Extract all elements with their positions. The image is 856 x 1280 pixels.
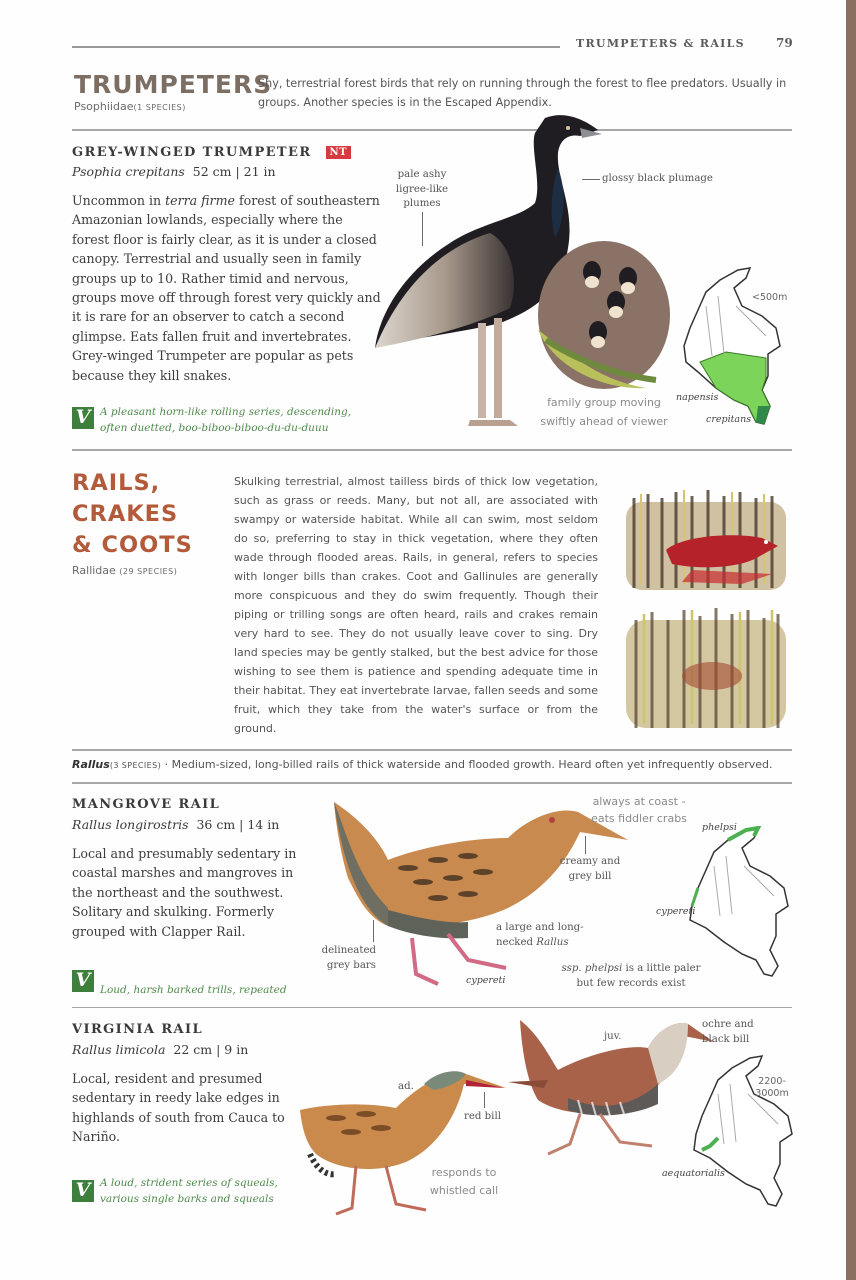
subspecies-label: napensis: [676, 392, 719, 403]
header-rule: [72, 46, 560, 48]
label-leader: [585, 836, 586, 854]
range-map-mangrove: [684, 826, 794, 978]
label-juvenile: juv.: [604, 1031, 622, 1042]
family-group-illustration: [536, 240, 672, 390]
label-call: responds to whistled call: [429, 1166, 499, 1197]
species-description: Local and presumably sedentary in coastal marshes and mangroves in the northeast and the southwest. Solitary and skulking. Formerly grouped with Clapper Rail.: [72, 846, 297, 939]
title-line: CRAKES: [72, 501, 179, 527]
species-count: (29 SPECIES): [119, 567, 178, 576]
species-scientific-line: [72, 817, 279, 832]
label-text: a large and long-necked: [496, 922, 584, 948]
voice-description: Loud, harsh barked trills, repeated: [100, 984, 287, 996]
section-rule: [72, 449, 792, 451]
species-size: 22 cm | 9 in: [173, 1042, 249, 1057]
voice-description: A pleasant horn-like rolling series, descending, often duetted, boo-biboo-biboo-du-du-duuu: [100, 406, 352, 434]
scientific-name: Psophia crepitans: [72, 164, 185, 179]
label-juv-bill: ochre and black bill: [702, 1019, 754, 1045]
genus-name: Rallus: [72, 758, 110, 771]
label-bill: creamy and grey bill: [559, 856, 621, 882]
label-neck: [496, 921, 596, 950]
section-rule: [72, 749, 792, 751]
voice-icon: V: [72, 970, 94, 992]
species-scientific-line: [72, 164, 276, 179]
label-adult: ad.: [398, 1081, 414, 1092]
label-text: is a little paler but few records exist: [576, 963, 701, 989]
elevation-label: 2200-3000m: [755, 1076, 789, 1099]
running-title: TRUMPETERS & RAILS: [576, 37, 745, 50]
separator: ·: [161, 758, 172, 771]
section-rule: [72, 782, 792, 784]
voice-description: A loud, strident series of squeals, various single barks and squeals: [100, 1177, 278, 1205]
species-size: 52 cm | 21 in: [192, 164, 276, 179]
title-line: RAILS,: [72, 470, 161, 496]
label-leader: [373, 920, 374, 942]
label-family-group: family group moving swiftly ahead of viewer: [540, 396, 668, 428]
label-plumage: glossy black plumage: [602, 173, 713, 184]
crake-in-reeds-illustration: [622, 484, 790, 594]
subspecies-label: cypereti: [466, 975, 506, 986]
page-edge-strip: [846, 0, 856, 1280]
family-name-trumpeters: [74, 100, 186, 113]
label-italic: ssp. phelpsi: [561, 963, 623, 974]
family-name-rails: [72, 564, 177, 577]
label-leader: [422, 212, 423, 246]
voice-icon: V: [72, 407, 94, 429]
species-heading: [72, 145, 351, 160]
title-line: & COOTS: [72, 532, 193, 558]
species-name: GREY-WINGED TRUMPETER: [72, 145, 312, 160]
label-italic: Rallus: [536, 936, 569, 948]
voice-icon: V: [72, 1180, 94, 1202]
species-name: MANGROVE RAIL: [72, 797, 221, 812]
genus-count: (3 SPECIES): [109, 761, 162, 770]
species-description: Local, resident and presumed sedentary in reedy lake edges in highlands of south from Cauca to Nariño.: [72, 1071, 285, 1145]
label-red-bill: red bill: [464, 1111, 501, 1122]
subspecies-label: cypereti: [656, 906, 696, 917]
page-number: 79: [776, 36, 793, 50]
family-title-trumpeters: TRUMPETERS: [74, 70, 273, 99]
desc-text: forest of southeastern Amazonian lowlands, especially where the forest floor is fairly clear, as it is under a closed canopy. Terrestrial and usually seen in family groups up to 10. Rather timid and nervous, groups move off through forest very quickly and it is rare for an observer to catch a second glimpse. Eats fallen fruit and invertebrates. Grey-winged Trumpeter are popular as pets because they kill snakes.: [72, 193, 381, 383]
species-count: (1 SPECIES): [133, 103, 186, 112]
genus-line: [72, 758, 773, 771]
family-latin: Rallidae: [72, 564, 116, 577]
family-title-rails: [72, 468, 193, 561]
label-bars: delineated grey bars: [321, 945, 376, 971]
subspecies-label: phelpsi: [702, 822, 737, 833]
family-latin: Psophiidae: [74, 100, 134, 113]
species-scientific-line: [72, 1042, 248, 1057]
hidden-crake-illustration: [622, 604, 790, 734]
subspecies-label: crepitans: [706, 414, 752, 425]
family-intro-trumpeters: Shy, terrestrial forest birds that rely on running through the forest to flee predators. Usually in groups. Another species is in the Escaped Appendix.: [258, 77, 787, 109]
label-coast: always at coast - eats fiddler crabs: [591, 795, 687, 825]
label-leader: [582, 179, 600, 180]
desc-text: Uncommon in: [72, 193, 166, 208]
species-description: [72, 191, 382, 385]
species-name: VIRGINIA RAIL: [72, 1022, 204, 1037]
scientific-name: Rallus limicola: [72, 1042, 166, 1057]
label-leader: [484, 1092, 485, 1108]
label-plumes: pale ashy ligree-like plumes: [395, 169, 449, 209]
range-map-trumpeter: [676, 266, 786, 428]
section-rule: [72, 1007, 792, 1008]
elevation-label: <500m: [752, 292, 788, 303]
subspecies-label: aequatorialis: [662, 1168, 725, 1179]
status-badge: NT: [326, 146, 352, 159]
family-intro-rails: Skulking terrestrial, almost tailless birds of thick low vegetation, such as grass or reeds. Many, but not all, are associated with swampy or waterside habitat. While all can swim, most seldom do so, preferring to stay in thick vegetation, where they often wade through flooded areas. Rails, in general, refers to species with longer bills than crakes. Coot and Gallinules are generally more conspicuous and they do swim frequently. Though their piping or trilling songs are often heard, rails and crakes remain very hard to see. They do not usually leave cover to sing. Dry land species may be gently stalked, but the best advice for those wishing to see them is patience and spending adequate time in their habitat. They eat invertebrate larvae, fallen seeds and some fruit, which they take from the water's surface or from the ground.: [234, 475, 598, 735]
scientific-name: Rallus longirostris: [72, 817, 189, 832]
species-size: 36 cm | 14 in: [196, 817, 280, 832]
genus-description: Medium-sized, long-billed rails of thick waterside and flooded growth. Heard often yet infrequently observed.: [171, 758, 773, 771]
desc-italic: terra firme: [165, 193, 235, 208]
